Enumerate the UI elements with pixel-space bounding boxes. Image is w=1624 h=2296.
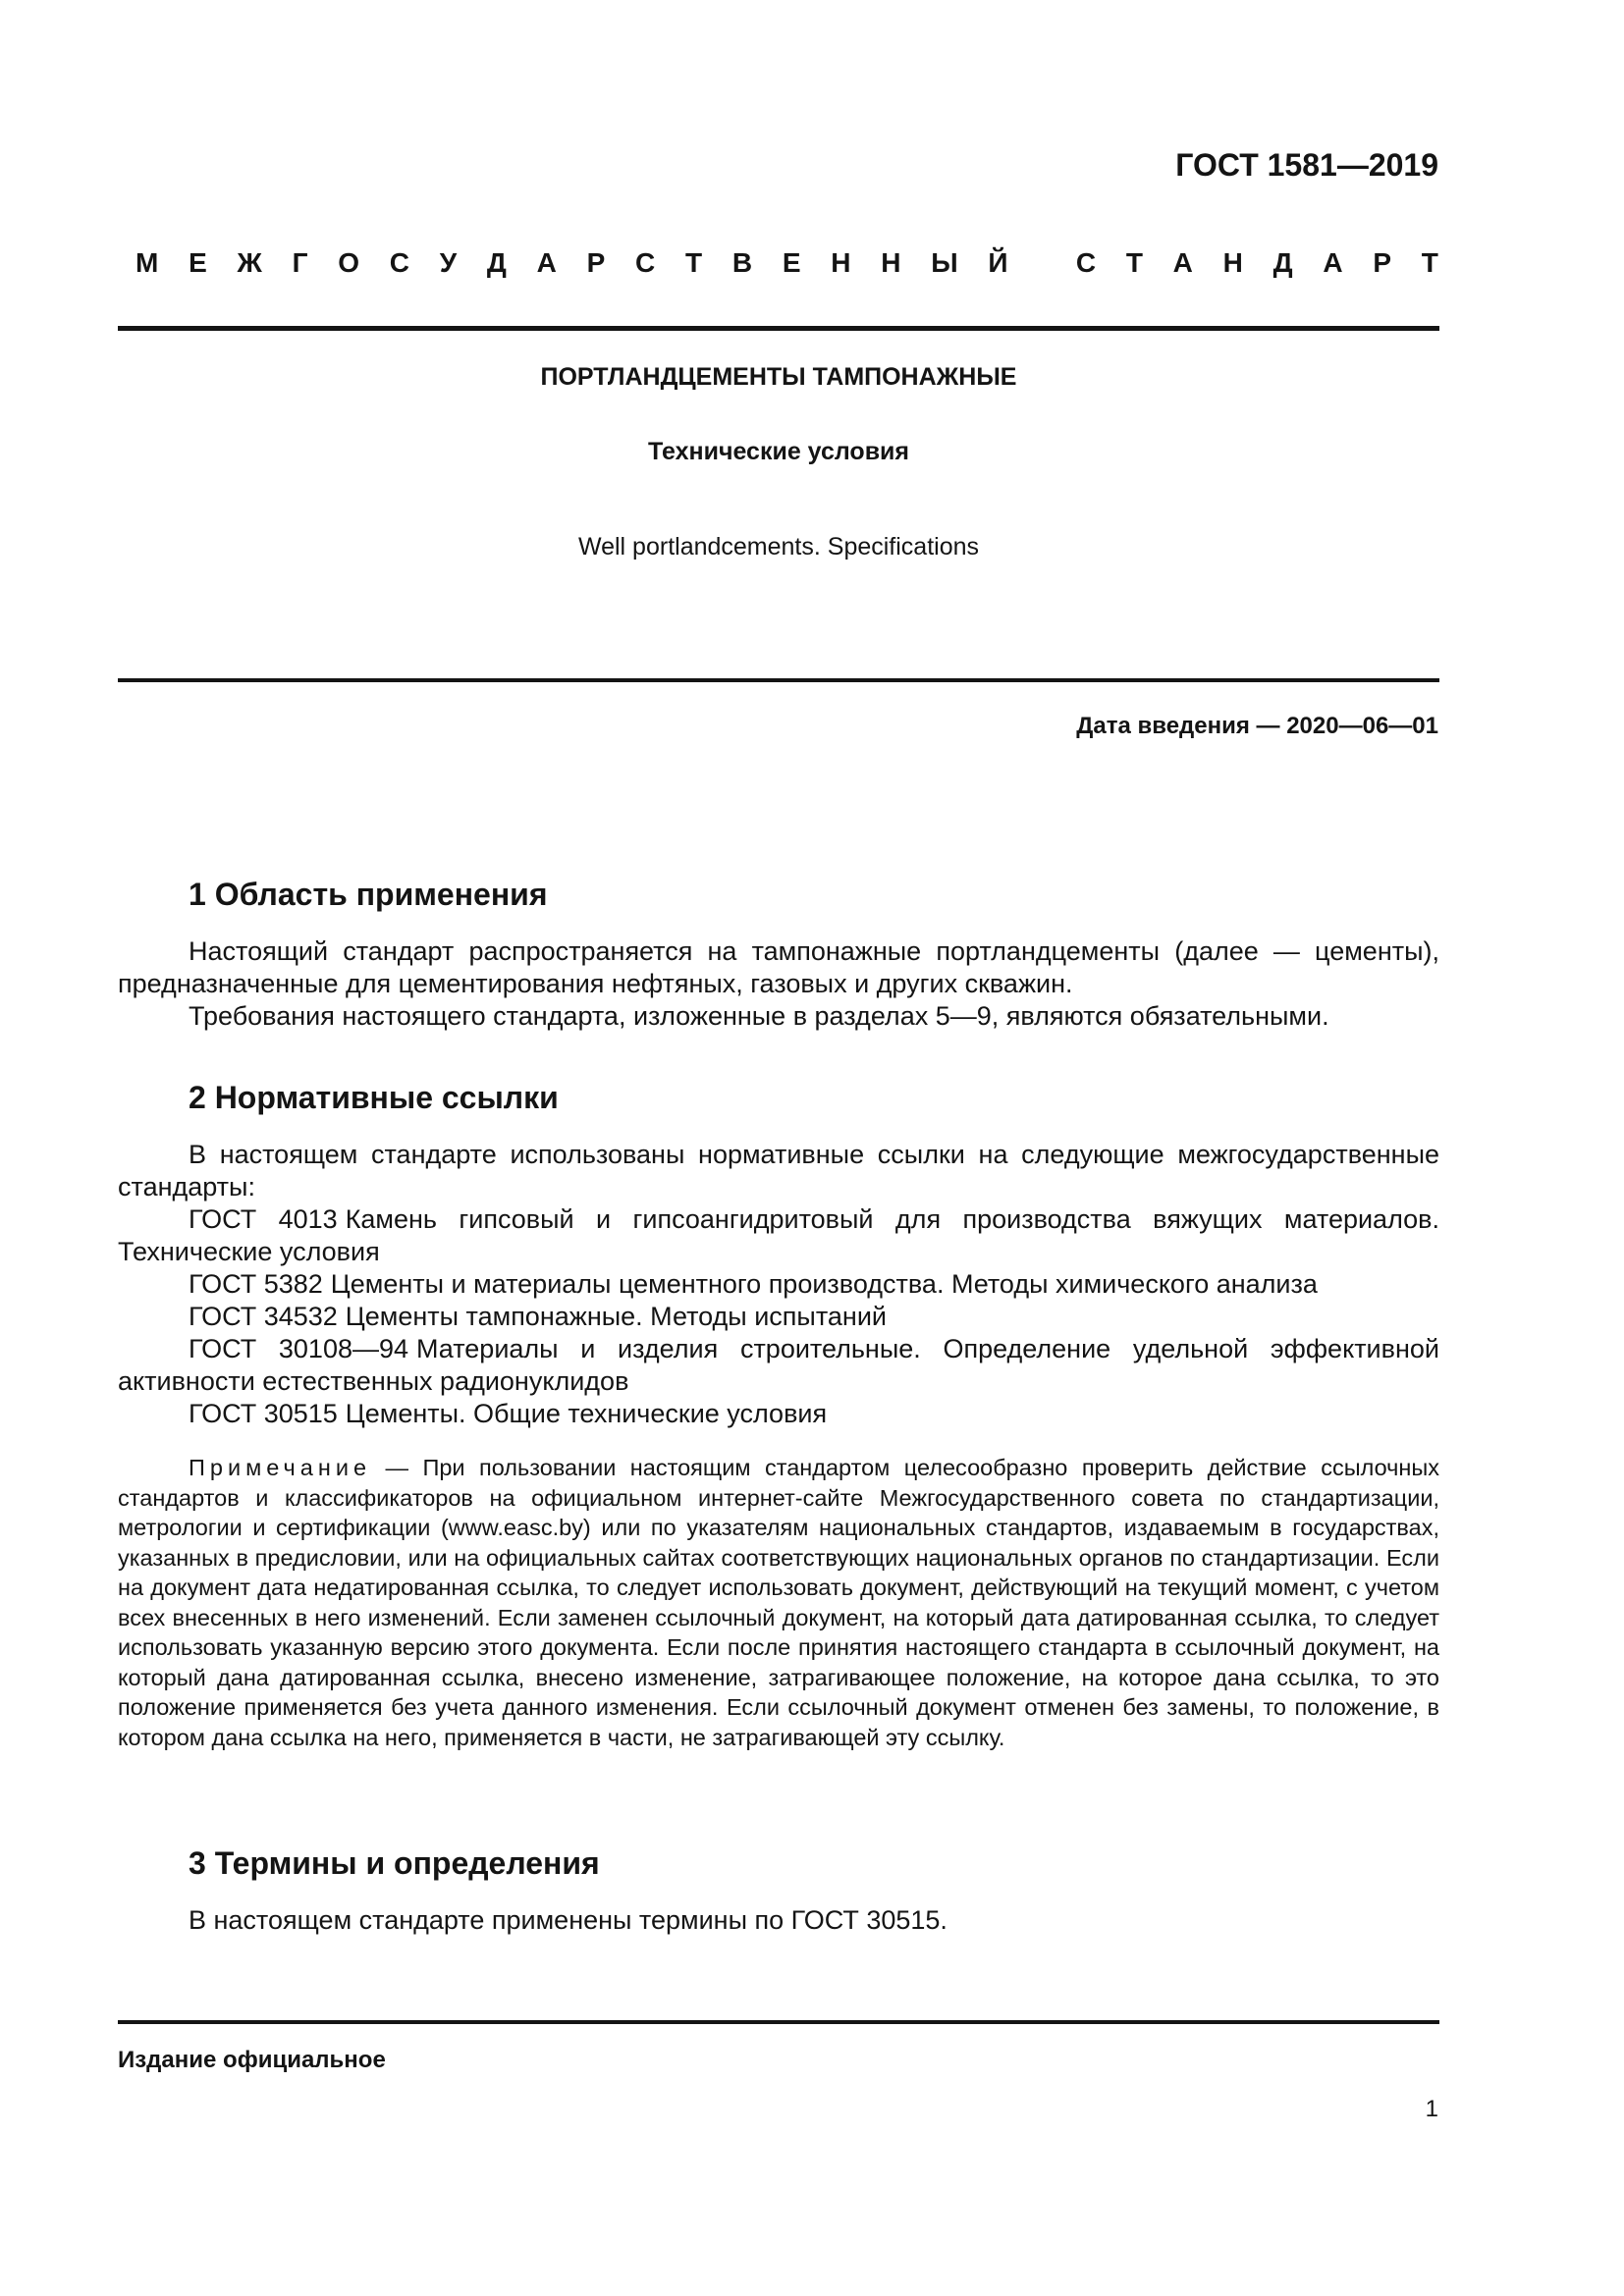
reference-code: ГОСТ 5382 bbox=[189, 1269, 323, 1299]
document-number: ГОСТ 1581—2019 bbox=[1175, 147, 1438, 183]
heading-letter: Т bbox=[1421, 247, 1438, 278]
bottom-divider bbox=[118, 2020, 1439, 2024]
reference-item bbox=[118, 1398, 1439, 1430]
reference-text: Цементы. Общие технические условия bbox=[345, 1399, 828, 1428]
paragraph: В настоящем стандарте применены термины по ГОСТ 30515. bbox=[189, 1905, 947, 1935]
reference-code: ГОСТ 30108—94 bbox=[189, 1334, 409, 1363]
heading-letter: О bbox=[338, 247, 359, 278]
heading-letter: А bbox=[536, 247, 557, 278]
heading-letter: Н bbox=[1222, 247, 1243, 278]
reference-text: Цементы тампонажные. Методы испытаний bbox=[345, 1302, 887, 1331]
heading-letter: С bbox=[635, 247, 656, 278]
reference-code: ГОСТ 34532 bbox=[189, 1302, 338, 1331]
heading-letter: А bbox=[1323, 247, 1343, 278]
heading-letter: Е bbox=[782, 247, 801, 278]
heading-letter: Р bbox=[1373, 247, 1392, 278]
heading-letter: У bbox=[439, 247, 458, 278]
note-lead: Примечание bbox=[189, 1455, 372, 1480]
heading-letter: Н bbox=[881, 247, 901, 278]
reference-code: ГОСТ 4013 bbox=[189, 1204, 338, 1234]
reference-item bbox=[118, 1333, 1439, 1398]
heading-letter: Т bbox=[1125, 247, 1143, 278]
paragraph: Требования настоящего стандарта, изложенные в разделах 5—9, являются обязательными. bbox=[189, 1001, 1329, 1031]
heading-letter: Ы bbox=[931, 247, 958, 278]
page-number: 1 bbox=[1425, 2096, 1438, 2122]
paragraph: Настоящий стандарт распространяется на тампонажные портландцементы (далее — цементы), предназначенные для цементирования нефтяных, газовых и других скважин. bbox=[118, 936, 1439, 998]
middle-divider bbox=[118, 678, 1439, 682]
section-heading: 3 Термины и определения bbox=[189, 1845, 600, 1881]
section-heading: 1 Область применения bbox=[189, 877, 548, 912]
reference-text: Цементы и материалы цементного производства. Методы химического анализа bbox=[330, 1269, 1318, 1299]
heading-letter: С bbox=[1075, 247, 1097, 278]
introduction-date: Дата введения — 2020—06—01 bbox=[1076, 713, 1438, 739]
reference-item bbox=[118, 1268, 1439, 1301]
heading-letter: Й bbox=[988, 247, 1008, 278]
document-title: ПОРТЛАНДЦЕМЕНТЫ ТАМПОНАЖНЫЕ bbox=[540, 363, 1017, 391]
reference-item bbox=[118, 1301, 1439, 1333]
paragraph: В настоящем стандарте использованы нормативные ссылки на следующие межгосударственные стандарты: bbox=[118, 1140, 1439, 1201]
section-heading: 2 Нормативные ссылки bbox=[189, 1080, 559, 1115]
reference-text: Материалы и изделия строительные. Определение удельной эффективной активности естественных радионуклидов bbox=[118, 1334, 1439, 1396]
reference-item bbox=[118, 1203, 1439, 1268]
heading-letter: Д bbox=[1272, 247, 1293, 278]
heading-letter: В bbox=[731, 247, 753, 278]
heading-letter: Д bbox=[486, 247, 507, 278]
reference-text: Камень гипсовый и гипсоангидритовый для производства вяжущих материалов. Технические условия bbox=[118, 1204, 1439, 1266]
heading-letter: Т bbox=[685, 247, 703, 278]
edition-label: Издание официальное bbox=[118, 2047, 386, 2073]
reference-code: ГОСТ 30515 bbox=[189, 1399, 338, 1428]
heading-letter: С bbox=[389, 247, 409, 278]
heading-letter: М bbox=[135, 247, 159, 278]
heading-letter: Ж bbox=[237, 247, 262, 278]
standard-type-heading bbox=[135, 247, 1438, 279]
document-subtitle: Технические условия bbox=[647, 438, 910, 465]
note-text: — При пользовании настоящим стандартом целесообразно проверить действие ссылочных стандартов и классификаторов на официальном интернет-сайте Межгосударственного совета по стандартизации, метрологии и сертификации (www.easc.by) или по указателям национальных стандартов, издаваемым в государствах, указанных в предисловии, или на официальных сайтах соответствующих национальных органов по стандартизации. Если на документ дата недатированная ссылка, то следует использовать документ, действующий на текущий момент, с учетом всех внесенных в него изменений. Если заменен ссылочный документ, на который дата датированная ссылка, то следует использовать указанную версию этого документа. Если после принятия настоящего стандарта в ссылочный документ, на который дана датированная ссылка, внесено изменение, затрагивающее положение, на которое дана ссылка, то это положение применяется без учета данного изменения. Если ссылочный документ отменен без замены, то положение, в котором дана ссылка на него, применяется в части, не затрагивающей эту ссылку. bbox=[118, 1455, 1439, 1750]
heading-letter: Е bbox=[189, 247, 207, 278]
english-title: Well portlandcements. Specifications bbox=[577, 533, 980, 561]
top-divider bbox=[118, 326, 1439, 331]
note bbox=[118, 1453, 1439, 1752]
heading-letter: Г bbox=[292, 247, 308, 278]
heading-letter: Р bbox=[586, 247, 606, 278]
heading-letter: А bbox=[1172, 247, 1193, 278]
heading-letter bbox=[1038, 247, 1046, 279]
heading-letter: Н bbox=[831, 247, 851, 278]
